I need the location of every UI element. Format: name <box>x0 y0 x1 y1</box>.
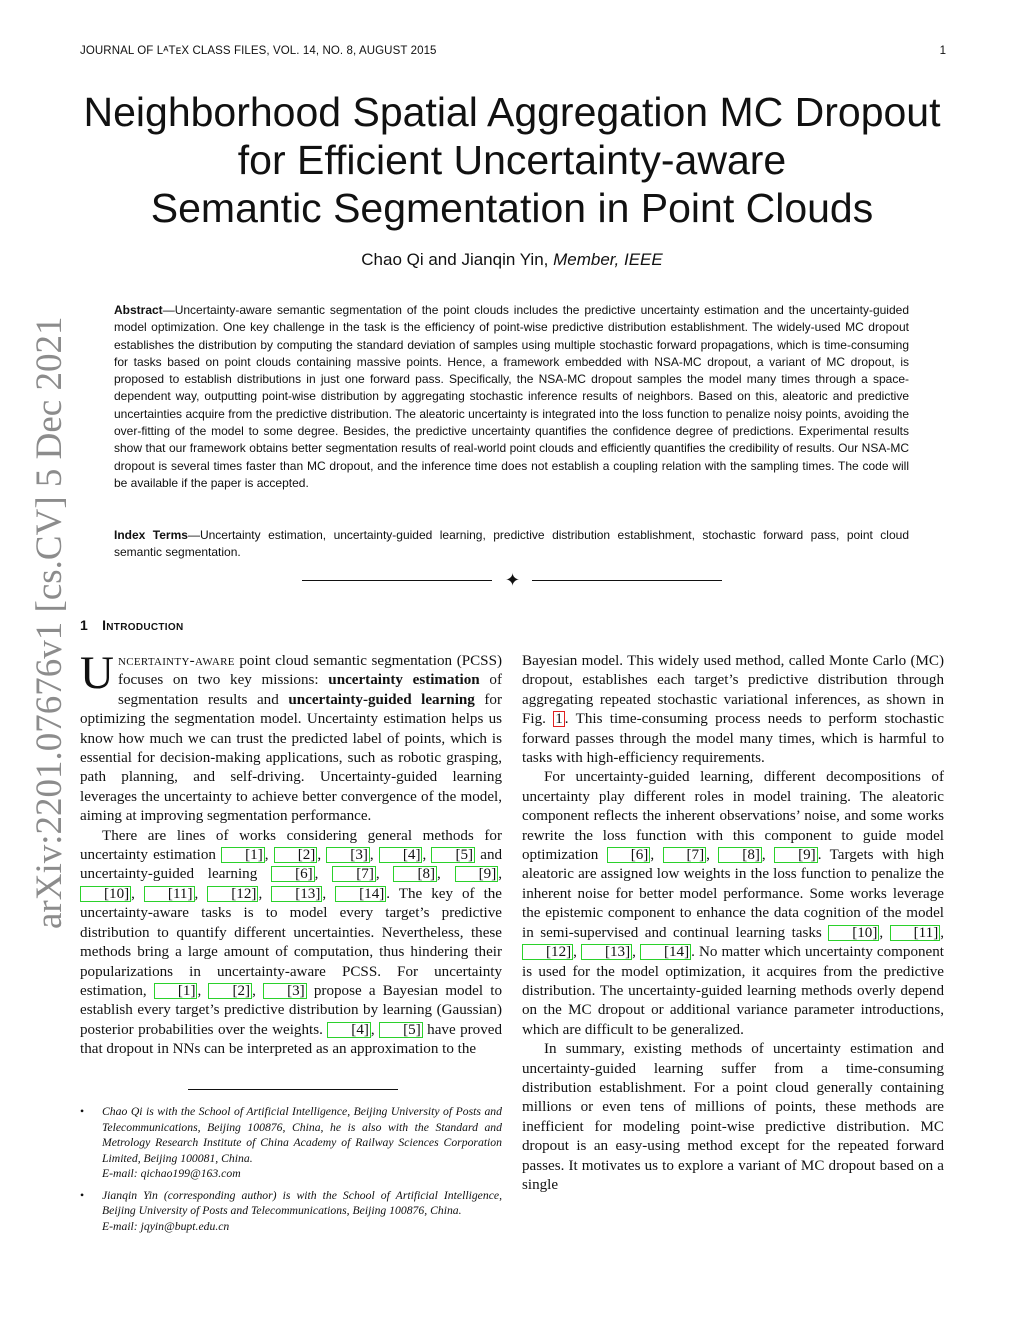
title-line: Neighborhood Spatial Aggregation MC Dropout <box>83 89 941 135</box>
footnote <box>80 1104 502 1182</box>
citation-link[interactable]: [12] <box>207 886 258 902</box>
text-run: of segmentation results and <box>117 672 502 708</box>
footnote-text: Jianqin Yin (corresponding author) is with the School of Artificial Intelligence, Beijing University of Posts and Telecommunications, Beijing 100876, China. <box>102 1188 502 1217</box>
citation-link[interactable]: [13] <box>581 944 632 960</box>
citation-link[interactable]: [14] <box>640 944 691 960</box>
citation-link[interactable]: [1] <box>221 847 265 863</box>
bullet-icon: • <box>80 1188 85 1202</box>
text-run: and uncertainty-guided learning <box>80 847 503 883</box>
citation-link[interactable]: [10] <box>80 886 131 902</box>
citation-link[interactable]: [4] <box>379 847 423 863</box>
separator-rule-right <box>532 580 722 581</box>
citation-link[interactable]: [8] <box>718 847 762 863</box>
section-title: Introduction <box>102 617 184 633</box>
separator-rule-left <box>302 580 492 581</box>
citation-link[interactable]: [10] <box>828 925 879 941</box>
citation-link[interactable]: [4] <box>327 1022 371 1038</box>
text-run: point cloud semantic segmentation (PCSS) focuses on two key missions: <box>117 653 502 689</box>
citation-link[interactable]: [3] <box>326 847 370 863</box>
text-run: Bayesian model. This widely used method, called Monte Carlo (MC) dropout, establishes each target’s predictive distribution through aggregating repeated stochastic variational inferences, as shown in Fig. <box>522 653 944 728</box>
intro-paragraph <box>80 647 502 827</box>
footnote-text: Chao Qi is with the School of Artificial Intelligence, Beijing University of Posts and Telecommunications, Beijing 100876, China, he is also with the Standard and Metrology Research Institute of China Academy of Railway Sciences Corporation Limited, Beijing 100081, China. <box>102 1105 502 1165</box>
citation-link[interactable]: [11] <box>890 925 941 941</box>
footnotes <box>80 1104 502 1240</box>
text-run: . No matter which uncertainty component is used for the model optimization, it acquires from the predictive distribution. The uncertainty-guided learning methods overly depend on the MC dropout or additional variance parameter introductions, which are difficult to be generalized. <box>522 944 944 1038</box>
citation-link[interactable]: [6] <box>271 866 315 882</box>
citation-link[interactable]: [6] <box>607 847 651 863</box>
index-terms-label: Index Terms <box>114 528 188 542</box>
abstract-text: —Uncertainty-aware semantic segmentation of the point clouds includes the predictive uncertainty estimation and the uncertainty-guided model optimization. One key challenge in the task is the efficiency of point-wise predictive distribution establishment. The widely-used MC dropout establishes the distribution by computing the standard deviation of samples using multiple stochastic forward propagations, which is time-consuming for tasks based on point clouds containing massive points. Hence, a framework embedded with NSA-MC dropout, a variant of MC dropout, is proposed to establish distributions in just one forward pass. Specifically, the NSA-MC dropout samples the model many times through a space-dependent way, outputting point-wise distribution by aggregating stochastic inference results of neighbors. Based on this, aleatoric and predictive uncertainties acquire from the predictive distribution. The aleatoric uncertainty is integrated into the loss function to penalize noisy points, avoiding the over-fitting of the model to some degree. Besides, the predictive uncertainty quantifies the confidence degree of predictions. Experimental results show that our framework obtains better segmentation results of real-world point clouds and efficiently quantifies the credibility of results. Our NSA-MC dropout is several times faster than MC dropout, and the inference time does not establish a coupling relation with the sampling times. The code will be available if the paper is accepted. <box>114 303 909 490</box>
running-head: JOURNAL OF LᴬTᴇX CLASS FILES, VOL. 14, NO. 8, AUGUST 2015 <box>80 45 437 57</box>
section-number: 1 <box>80 617 89 633</box>
body-paragraph: For uncertainty-guided learning, different decompositions of uncertainty play different roles in model training. The aleatoric component reflects the inherent observations’ noise, and some works rewrite the loss function with this component to guide model optimization [6] , [7] , [8] , [9] . Targets with high aleatoric are assigned low weights in the loss function to penalize the inherent noise for better model performance. Some works leverage the epistemic component to enhance the data cognition of the model in semi-supervised and continual learning tasks [10] , [11] , [12] , [13] , [14] . No matter which uncertainty component is used for the model optimization, it acquires from the predictive distribution. The uncertainty-guided learning methods overly depend on the MC dropout or additional variance parameter introductions, which are difficult to be generalized. <box>522 769 945 1038</box>
left-column <box>80 647 503 1060</box>
citation-link[interactable]: [11] <box>144 886 195 902</box>
footnote-email[interactable]: E-mail: jqyin@bupt.edu.cn <box>102 1219 230 1233</box>
text-run: In summary, existing methods of uncertainty estimation and uncertainty-guided learning suffer from a time-consuming distribution establishment. For a point cloud generally containing millions or even tens of millions of points, these methods are inefficient for modeling point-wise predictive distribution. MC dropout is an easy-using method except for the repeated forward passes. It motivates us to explore a variant of MC dropout based on a single <box>522 1041 944 1193</box>
citation-link[interactable]: [1] <box>154 983 198 999</box>
right-column <box>522 652 944 1195</box>
body-paragraph: There are lines of works considering general methods for uncertainty estimation [1] , [2] , [3] , [4] , [5] and uncertainty-guided learning [6] , [7] , [8] , [9] , [10] , [11] , [12] , [13] , [14] . The key of the uncertainty-aware tasks is to model every target’s predictive distribution to quantify different uncertainties. Nevertheless, these methods bring a large amount of computation, thus hindering their popularizations in uncertainty-aware PCSS. For uncertainty estimation, [1] , [2] , [3] propose a Bayesian model to establish every target’s predictive distribution by learning (Gaussian) posterior probabilities over the weights. [4] , [5] have proved that dropout in NNs can be interpreted as an approximation to the <box>80 827 503 1058</box>
drop-cap: U <box>80 647 114 699</box>
citation-link[interactable]: [13] <box>271 886 322 902</box>
bold-term: uncertainty estimation <box>328 672 480 689</box>
footnote-rule <box>188 1089 398 1090</box>
paper-title <box>60 88 964 232</box>
body-paragraph <box>522 1040 944 1195</box>
author-names: Chao Qi and Jianqin Yin, <box>361 250 549 269</box>
text-run: for optimizing the segmentation model. Uncertainty estimation helps us know how much we can trust the predicted label of points, which is essential for decision-making applications, such as robotic grasping, path planning, and self-driving. Uncertainty-guided learning leverages the uncertainty to achieve better convergence of the model, aiming at improving segmentation performance. <box>80 691 502 825</box>
section-heading <box>80 617 183 633</box>
section-separator <box>300 570 724 592</box>
citation-link[interactable]: [12] <box>522 944 573 960</box>
bullet-icon: • <box>80 1105 85 1118</box>
index-terms <box>114 527 909 562</box>
author-membership: Member, IEEE <box>553 250 663 269</box>
diamond-ornament-icon: ✦ <box>505 570 521 590</box>
author-line <box>60 250 964 270</box>
footnote <box>80 1188 502 1235</box>
text-run: . The key of the uncertainty-aware tasks is to model every target’s predictive distribution to quantify different uncertainties. Nevertheless, these methods bring a large amount of computation, thus hindering their popularizations in uncertainty-aware PCSS. For uncertainty estimation, <box>80 885 503 999</box>
smallcaps-lead: ncertainty-aware <box>117 653 235 669</box>
citation-link[interactable]: [8] <box>393 866 437 882</box>
page-number: 1 <box>939 45 946 57</box>
text-run: . Targets with high aleatoric are assigned low weights in the loss function to penalize the inherent noise for better model performance. Some works leverage the epistemic component to enhance the data cognition of the model in semi-supervised and continual learning tasks <box>522 847 945 941</box>
arxiv-side-stamp[interactable]: arXiv:2201.07676v1 [cs.CV] 5 Dec 2021 <box>29 316 70 929</box>
citation-link[interactable]: [9] <box>774 847 818 863</box>
abstract <box>114 302 909 492</box>
text-run: propose a Bayesian model to establish every target’s predictive distribution by learning (Gaussian) posterior probabilities over the weights. <box>80 982 502 1038</box>
citation-link[interactable]: [7] <box>663 847 707 863</box>
citation-link[interactable]: [2] <box>208 983 252 999</box>
text-run: There are lines of works considering general methods for uncertainty estimation <box>80 827 502 864</box>
figure-link[interactable]: 1 <box>555 711 563 728</box>
citation-link[interactable]: [5] <box>379 1022 423 1038</box>
text-run: have proved that dropout in NNs can be interpreted as an approximation to the <box>80 1021 503 1058</box>
citation-link[interactable]: [3] <box>263 983 307 999</box>
citation-link[interactable]: [2] <box>274 847 318 863</box>
text-run: For uncertainty-guided learning, different decompositions of uncertainty play different roles in model training. The aleatoric component reflects the inherent observations’ noise, and some works rewrite the loss function with this component to guide model optimization <box>522 769 944 864</box>
title-line: for Efficient Uncertainty-aware <box>237 137 787 183</box>
footnote-email[interactable]: E-mail: qichao199@163.com <box>102 1167 241 1180</box>
text-run: . This time-consuming process needs to perform stochastic forward passes through the model many times, which is harmful to tasks with high-efficiency requirements. <box>522 711 944 767</box>
citation-link[interactable]: [14] <box>335 886 386 902</box>
citation-link[interactable]: [9] <box>455 866 499 882</box>
title-line: Semantic Segmentation in Point Clouds <box>150 185 874 231</box>
citation-link[interactable]: [7] <box>332 866 376 882</box>
body-paragraph <box>522 652 944 768</box>
citation-link[interactable]: [5] <box>431 847 475 863</box>
abstract-label: Abstract <box>114 303 163 317</box>
index-terms-text: —Uncertainty estimation, uncertainty-guided learning, predictive distribution establishment, stochastic forward pass, point cloud semantic segmentation. <box>114 528 909 560</box>
bold-term: uncertainty-guided learning <box>288 691 475 708</box>
